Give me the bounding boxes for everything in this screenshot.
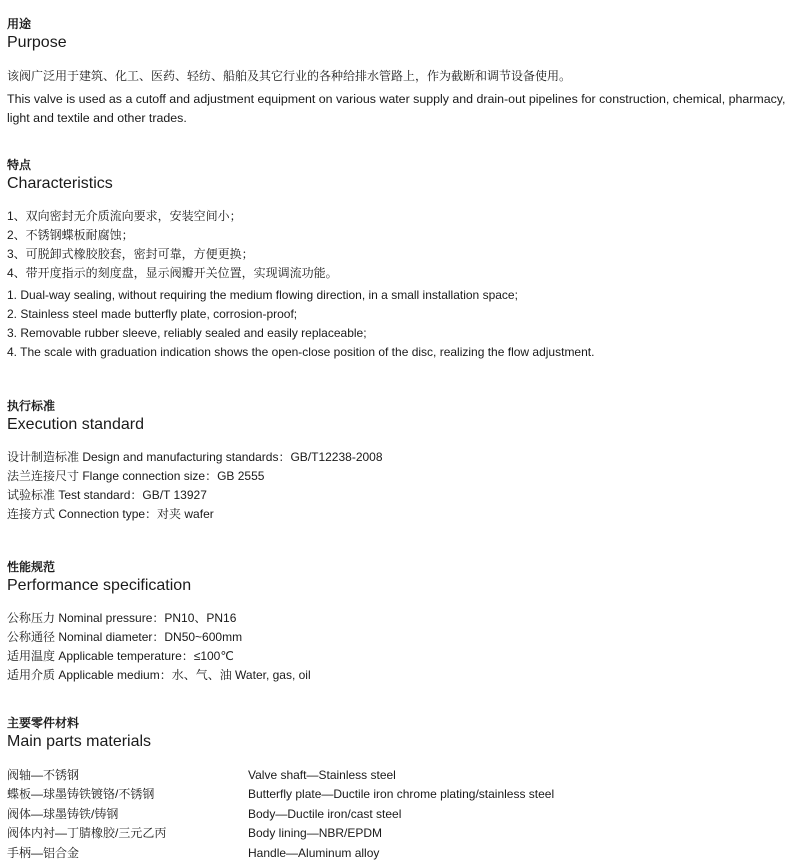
purpose-text-en: This valve is used as a cutoff and adjustment equipment on various water supply and drain-out pipelines for construction, chemical, pharmacy, light and textile and other trades. [7, 92, 786, 125]
characteristics-item-en: 1. Dual-way sealing, without requiring the medium flowing direction, in a small installation space; [7, 288, 518, 302]
characteristics-item-en: 4. The scale with graduation indication shows the open-close position of the disc, realizing the flow adjustment. [7, 345, 595, 359]
performance-item: 公称通径 Nominal diameter：DN50~600mm [7, 630, 243, 644]
material-part-en: Handle—Aluminum alloy [248, 845, 380, 860]
materials-title-zh: 主要零件材料 [7, 716, 80, 730]
characteristics-title-zh: 特点 [7, 158, 32, 172]
execution-item: 设计制造标准 Design and manufacturing standards：GB/T12238-2008 [7, 450, 383, 464]
material-part-en: Butterfly plate—Ductile iron chrome plating/stainless steel [248, 787, 555, 802]
characteristics-item-zh: 1、双向密封无介质流向要求，安装空间小； [7, 209, 242, 223]
characteristics-item-en: 2. Stainless steel made butterfly plate, corrosion-proof; [7, 307, 298, 321]
execution-title-zh: 执行标准 [7, 399, 56, 413]
materials-section [7, 715, 794, 863]
material-row [7, 805, 794, 824]
material-part-zh: 蝶板—球墨铸铁镀铬/不锈钢 [7, 787, 155, 802]
material-row [7, 844, 794, 863]
characteristics-item-en: 3. Removable rubber sleeve, reliably sealed and easily replaceable; [7, 326, 367, 340]
material-part-zh: 手柄—铝合金 [7, 845, 80, 860]
materials-title-en: Main parts materials [7, 733, 152, 750]
execution-item: 连接方式 Connection type：对夹 wafer [7, 507, 214, 521]
characteristics-item-zh: 3、可脱卸式橡胶胶套，密封可靠，方便更换； [7, 247, 254, 261]
material-part-zh: 阀轴—不锈钢 [7, 768, 80, 782]
material-row [7, 766, 794, 785]
material-part-en: Body lining—NBR/EPDM [248, 826, 383, 841]
purpose-section [7, 16, 794, 128]
characteristics-item-zh: 4、带开度指示的刻度盘，显示阀瓣开关位置，实现调流功能。 [7, 266, 338, 280]
material-part-en: Valve shaft—Stainless steel [248, 768, 396, 782]
execution-item: 试验标准 Test standard：GB/T 13927 [7, 488, 207, 502]
characteristics-section [7, 157, 794, 362]
performance-section [7, 559, 794, 685]
execution-section [7, 398, 794, 524]
material-row [7, 785, 794, 804]
performance-title-zh: 性能规范 [7, 560, 56, 574]
performance-item: 适用温度 Applicable temperature：≤100℃ [7, 649, 234, 663]
performance-title-en: Performance specification [7, 577, 192, 594]
material-part-zh: 阀体内衬—丁腈橡胶/三元乙丙 [7, 826, 167, 841]
material-part-zh: 阀体—球墨铸铁/铸钢 [7, 806, 119, 821]
characteristics-title-en: Characteristics [7, 175, 113, 192]
material-part-en: Body—Ductile iron/cast steel [248, 806, 402, 821]
material-row [7, 824, 794, 843]
execution-title-en: Execution standard [7, 416, 144, 433]
execution-item: 法兰连接尺寸 Flange connection size：GB 2555 [7, 469, 265, 483]
purpose-text-zh: 该阀广泛用于建筑、化工、医药、轻纺、船舶及其它行业的各种给排水管路上，作为截断和调节设备使用。 [7, 69, 572, 83]
performance-item: 公称压力 Nominal pressure：PN10、PN16 [7, 611, 237, 625]
purpose-title-zh: 用途 [7, 17, 32, 31]
purpose-title-en: Purpose [7, 34, 67, 51]
characteristics-item-zh: 2、不锈钢蝶板耐腐蚀； [7, 228, 134, 242]
performance-item: 适用介质 Applicable medium：水、气、油 Water, gas, oil [7, 668, 311, 682]
